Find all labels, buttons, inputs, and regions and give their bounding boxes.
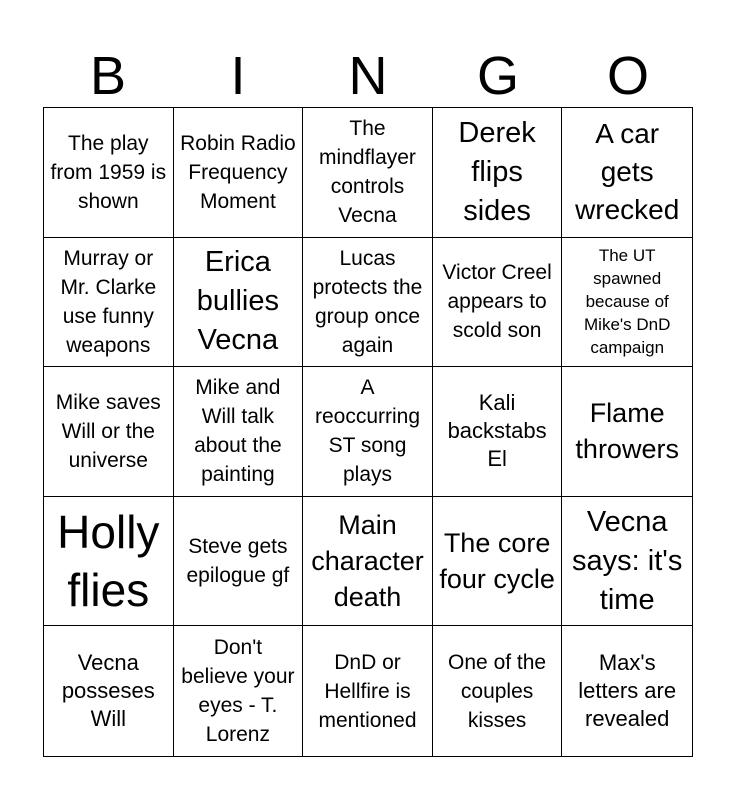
header-letter-b: B [89,46,127,106]
cell-text: Max's letters are revealed [578,650,677,732]
cell-text: The core four cycle [439,528,555,595]
bingo-cell-r2-c5[interactable] [562,238,692,368]
bingo-cell-r2-c2[interactable] [174,238,304,368]
cell-text: Murray or Mr. Clarke use funny weapons [60,246,157,357]
bingo-cell-r4-c4[interactable] [433,497,563,627]
cell-text: DnD or Hellfire is mentioned [318,650,417,732]
bingo-cell-r5-c2[interactable] [174,626,304,756]
cell-text: Flame throwers [575,398,679,465]
cell-text: Holly flies [57,506,160,617]
bingo-cell-r5-c4[interactable] [433,626,563,756]
header-letter-i: I [230,46,246,106]
header-letter-o: O [606,46,649,106]
bingo-cell-r4-c1[interactable] [44,497,174,627]
bingo-cell-r3-c3[interactable] [303,367,433,497]
cell-text: Lucas protects the group once again [312,246,423,357]
header-letter-g: G [476,46,519,106]
bingo-cell-r5-c3[interactable] [303,626,433,756]
cell-text: Victor Creel appears to scold son [442,261,552,343]
cell-text: Erica bullies Vecna [196,246,279,357]
bingo-cell-r2-c3[interactable] [303,238,433,368]
bingo-cell-r1-c2[interactable] [174,108,304,238]
bingo-cell-r2-c4[interactable] [433,238,563,368]
cell-text: Main character death [311,510,424,613]
cell-text: Mike and Will talk about the painting [194,376,282,487]
cell-text: Vecna posseses Will [61,650,155,732]
cell-text: The play from 1959 is shown [50,131,167,213]
bingo-header [43,44,693,108]
cell-text: Mike saves Will or the universe [55,390,161,472]
bingo-cell-r3-c2[interactable] [174,367,304,497]
bingo-cell-r1-c4[interactable] [433,108,563,238]
bingo-cell-r4-c3[interactable] [303,497,433,627]
header-letter-n: N [348,46,388,106]
bingo-grid [43,107,693,757]
bingo-cell-r4-c2[interactable] [174,497,304,627]
cell-text: Don't believe your eyes - T. Lorenz [181,636,295,747]
cell-text: The mindflayer controls Vecna [319,117,416,228]
bingo-cell-r3-c4[interactable] [433,367,563,497]
cell-text: Robin Radio Frequency Moment [180,131,296,213]
bingo-cell-r3-c1[interactable] [44,367,174,497]
cell-text: Derek flips sides [458,116,536,227]
cell-text: Steve gets epilogue gf [186,535,290,588]
bingo-cell-r3-c5[interactable] [562,367,692,497]
cell-text: A car gets wrecked [575,118,680,226]
bingo-cell-r1-c1[interactable] [44,108,174,238]
bingo-cell-r4-c5[interactable] [562,497,692,627]
cell-text: One of the couples kisses [448,650,547,732]
bingo-cell-r5-c5[interactable] [562,626,692,756]
bingo-cell-r1-c5[interactable] [562,108,692,238]
cell-text: Kali backstabs El [447,390,547,472]
bingo-cell-r2-c1[interactable] [44,238,174,368]
bingo-cell-r1-c3[interactable] [303,108,433,238]
cell-text: Vecna says: it's time [572,505,683,616]
cell-text: The UT spawned because of Mike's DnD campaign [584,246,671,358]
cell-text: A reoccurring ST song plays [314,376,421,487]
bingo-cell-r5-c1[interactable] [44,626,174,756]
